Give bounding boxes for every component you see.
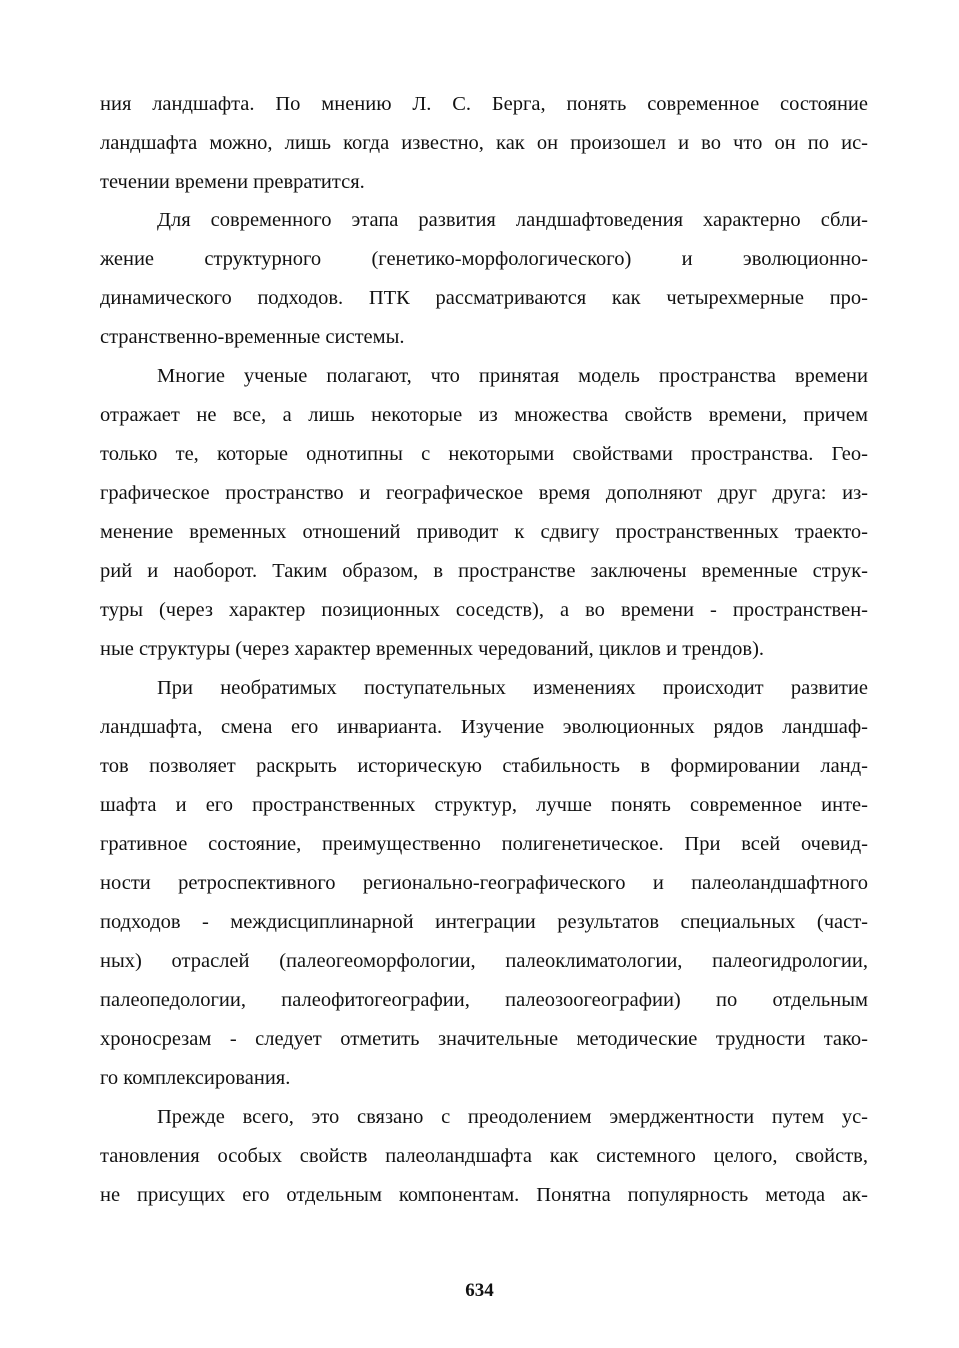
text-line: Прежде всего, это связано с преодолением эмерджентности путем ус- [157, 1106, 868, 1128]
text-line: графическое пространство и географическое время дополняют друг друга: из- [100, 482, 868, 504]
text-line: тов позволяет раскрыть историческую стабильность в формировании ланд- [100, 755, 868, 777]
text-line: только те, которые однотипны с некоторыми свойствами пространства. Гео- [100, 443, 868, 465]
text-line: динамического подходов. ПТК рассматриваются как четырехмерные про- [100, 287, 868, 309]
text-line: отражает не все, а лишь некоторые из множества свойств времени, причем [100, 404, 868, 426]
text-line: не присущих его отдельным компонентам. Понятна популярность метода ак- [100, 1184, 868, 1206]
text-line: Для современного этапа развития ландшафтоведения характерно сбли- [157, 209, 868, 231]
text-line: подходов - междисциплинарной интеграции результатов специальных (част- [100, 911, 868, 933]
text-line: ные структуры (через характер временных чередований, циклов и трендов). [100, 638, 765, 660]
text-line: течении времени превратится. [100, 171, 365, 193]
text-line: гративное состояние, преимущественно полигенетическое. При всей очевид- [100, 833, 868, 855]
text-line: палеопедологии, палеофитогеографии, палеозоогеографии) по отдельным [100, 989, 868, 1011]
text-line: шафта и его пространственных структур, лучше понять современное инте- [100, 794, 868, 816]
text-line: ландшафта можно, лишь когда известно, как он произошел и во что он по ис- [100, 132, 868, 154]
text-line: ности ретроспективного регионально-географического и палеоландшафтного [100, 872, 868, 894]
text-line: менение временных отношений приводит к сдвигу пространственных траекто- [100, 521, 868, 543]
text-line: При необратимых поступательных изменениях происходит развитие [157, 677, 868, 699]
text-line: рий и наоборот. Таким образом, в пространстве заключены временные струк- [100, 560, 868, 582]
text-line: странственно-временные системы. [100, 326, 405, 348]
text-line: хроносрезам - следует отметить значительные методические трудности тако- [100, 1028, 868, 1050]
text-line: Многие ученые полагают, что принятая модель пространства времени [157, 365, 868, 387]
text-line: ния ландшафта. По мнению Л. С. Берга, понять современное состояние [100, 93, 868, 115]
text-line: тановления особых свойств палеоландшафта как системного целого, свойств, [100, 1145, 868, 1167]
page-number: 634 [465, 1280, 494, 1301]
text-line: го комплексирования. [100, 1067, 291, 1089]
text-line: жение структурного (генетико-морфологического) и эволюционно- [100, 248, 868, 270]
text-line: ных) отраслей (палеогеоморфологии, палеоклиматологии, палеогидрологии, [100, 950, 868, 972]
text-line: туры (через характер позиционных соседств), а во времени - пространствен- [100, 599, 868, 621]
text-line: ландшафта, смена его инварианта. Изучение эволюционных рядов ландшаф- [100, 716, 868, 738]
